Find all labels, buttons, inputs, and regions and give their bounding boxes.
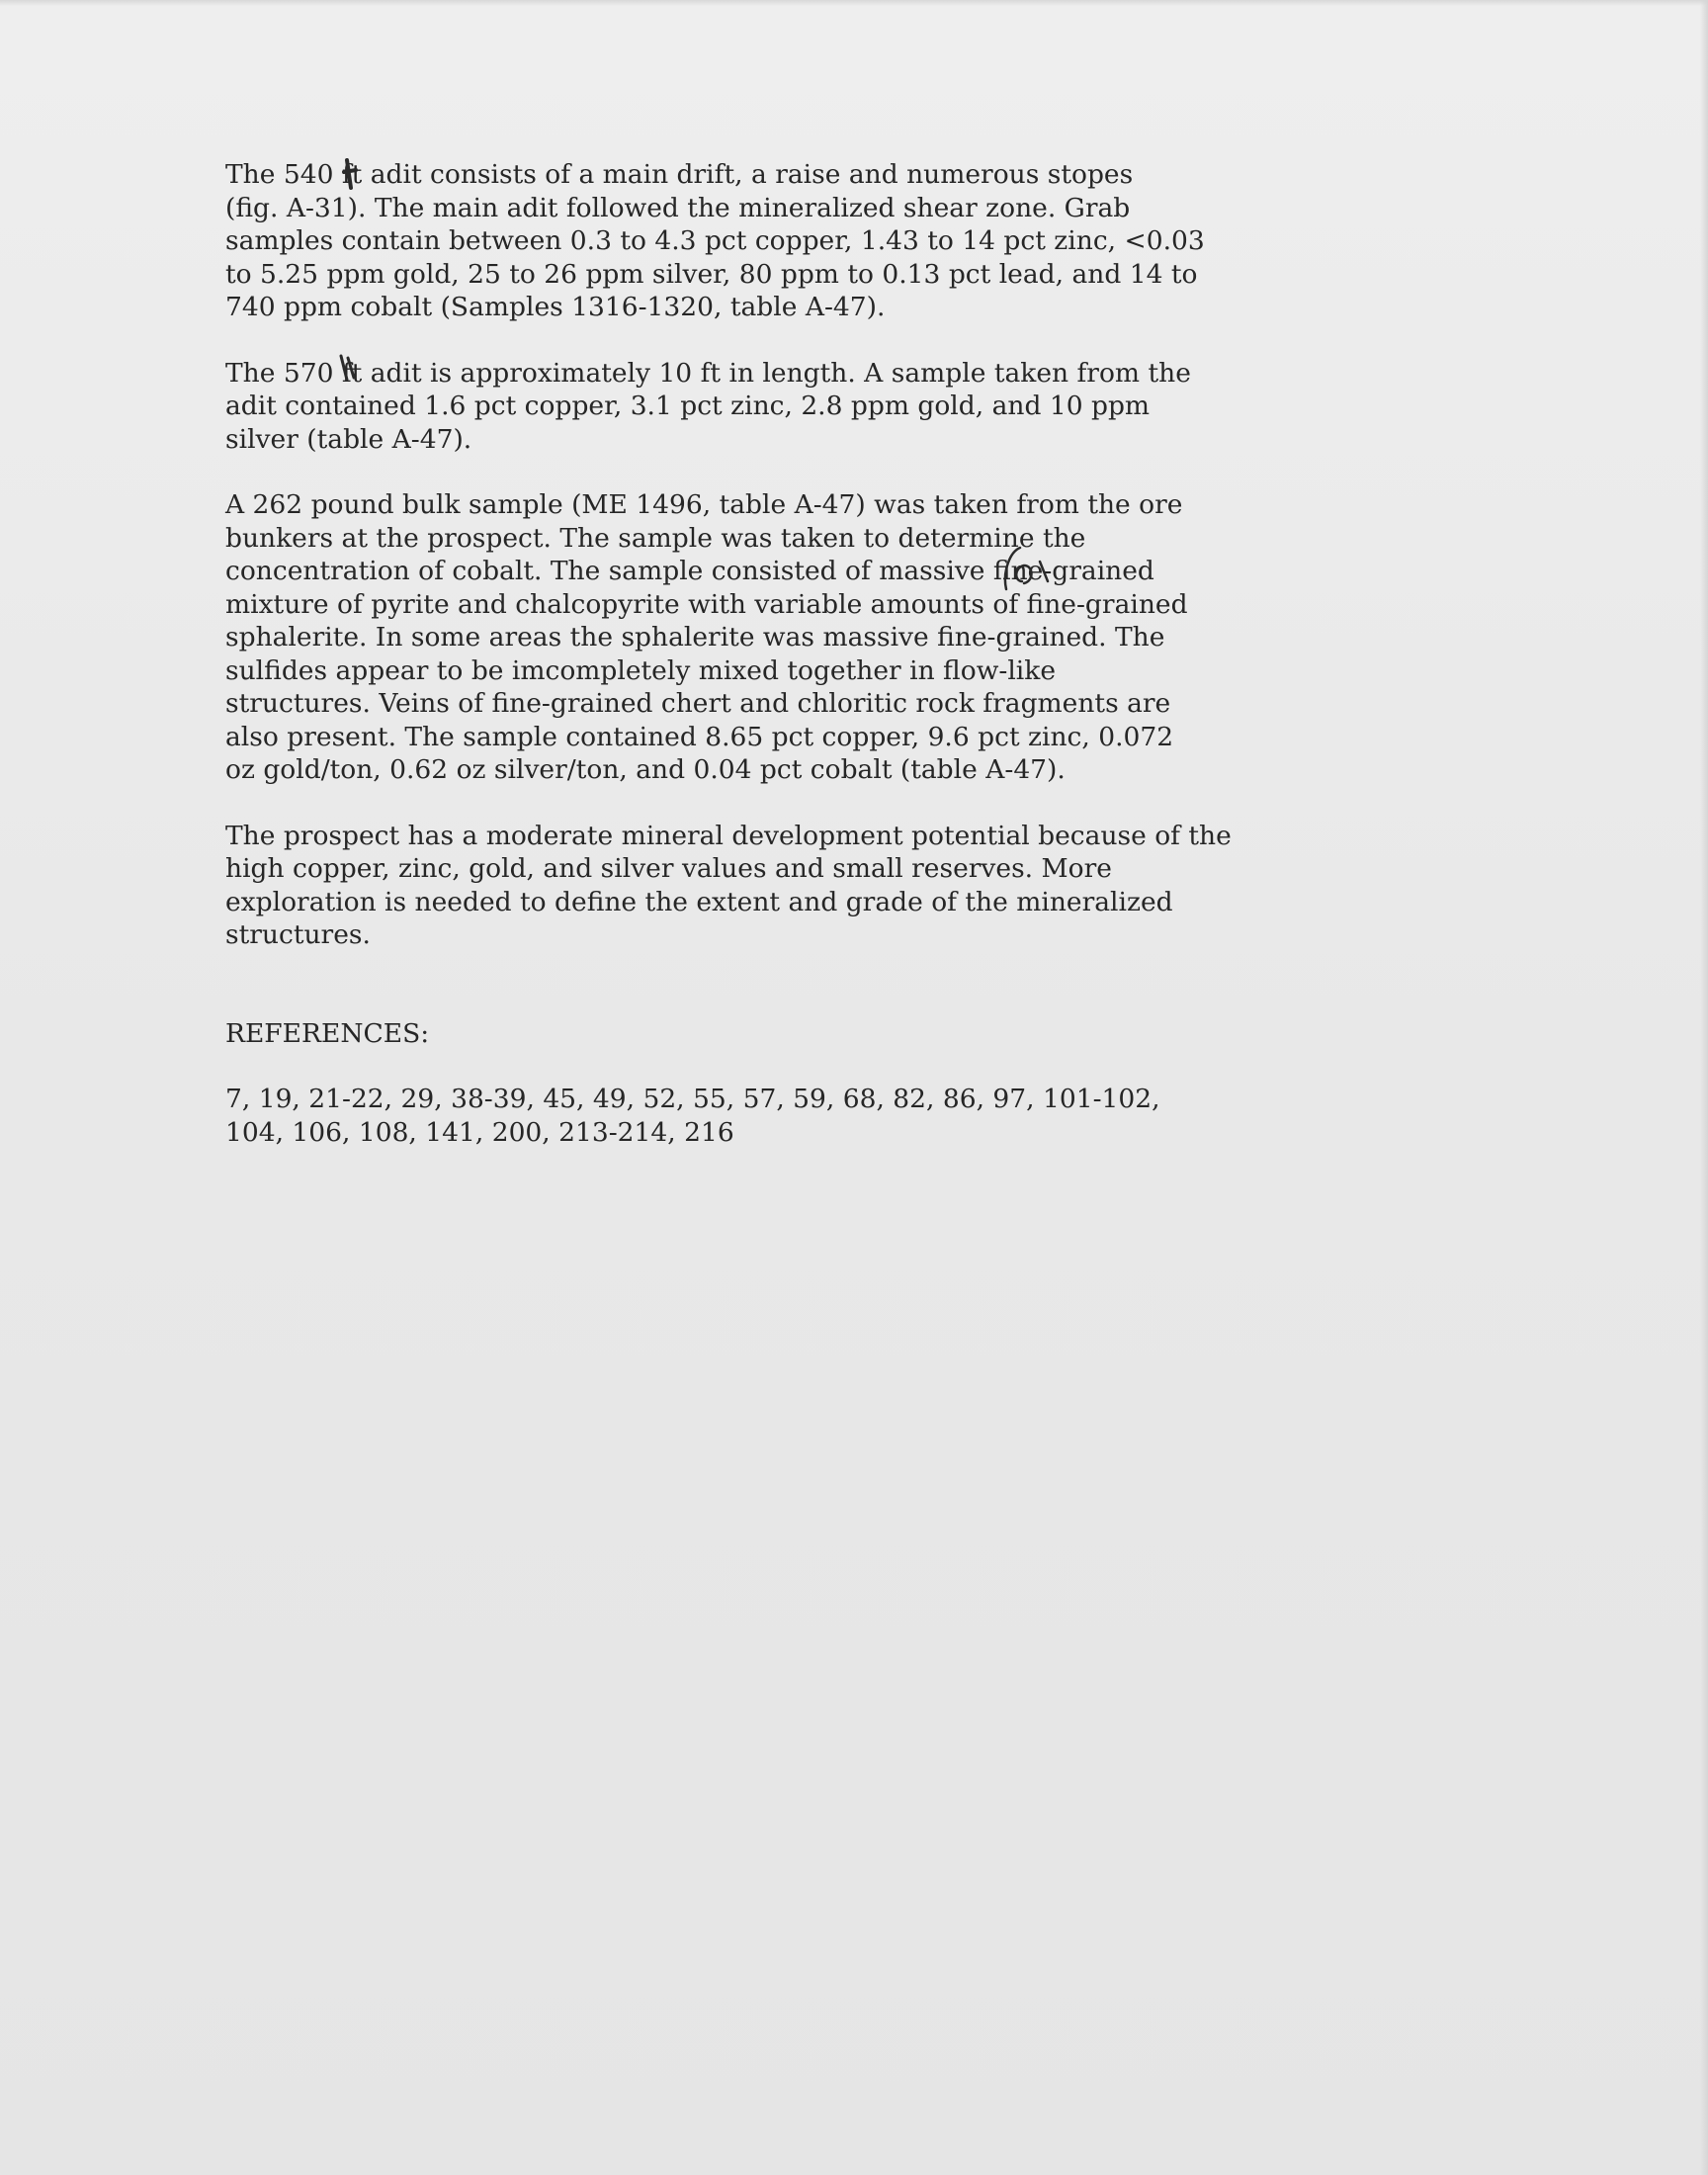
page-top-shadow <box>0 0 1708 6</box>
paragraph-570-adit: The 570 ft adit is approximately 10 ft in length. A sample taken from the adit contained 1.6 pct copper, 3.1 pct zinc, 2.8 ppm gold, and 10 ppm silver (table A-47). <box>225 357 1191 455</box>
handwritten-correction-of-icon <box>996 542 1056 593</box>
references-list: 7, 19, 21-22, 29, 38-39, 45, 49, 52, 55, 57, 59, 68, 82, 86, 97, 101-102, 104, 106, 108, 141, 200, 213-214, 216 <box>225 1084 1160 1148</box>
handwritten-hyphen-mark-icon <box>336 352 360 388</box>
document-body <box>225 158 1461 1149</box>
handwritten-hyphen-mark-icon <box>341 158 361 194</box>
paragraph-development-potential: The prospect has a moderate mineral development potential because of the high copper, zinc, gold, and silver values and small reserves. More exploration is needed to define the extent and grade of the mineralized structures. <box>225 820 1232 950</box>
paragraph-bulk-sample: A 262 pound bulk sample (ME 1496, table A-47) was taken from the ore bunkers at the prospect. The sample was taken to determine the concentration of cobalt. The sample consisted of massive fine-grained mixture of pyrite and chalcopyrite with variable amounts of fine-grained sphalerite. In some areas the sphalerite was massive fine-grained. The sulfides appear to be imcompletely mixed together in flow-like structures. Veins of fine-grained chert and chloritic rock fragments are also present. The sample contained 8.65 pct copper, 9.6 pct zinc, 0.072 oz gold/ton, 0.62 oz silver/ton, and 0.04 pct cobalt (table A-47). <box>225 489 1188 785</box>
paragraph-540-adit: The 540 ft adit consists of a main drift, a raise and numerous stopes (fig. A-31). The main adit followed the mineralized shear zone. Grab samples contain between 0.3 to 4.3 pct copper, 1.43 to 14 pct zinc, <0.03 to 5.25 ppm gold, 25 to 26 ppm silver, 80 ppm to 0.13 pct lead, and 14 to 740 ppm cobalt (Samples 1316-1320, table A-47). <box>225 159 1205 322</box>
page-right-shadow <box>1700 0 1708 2175</box>
references-heading: REFERENCES: <box>225 1017 430 1049</box>
